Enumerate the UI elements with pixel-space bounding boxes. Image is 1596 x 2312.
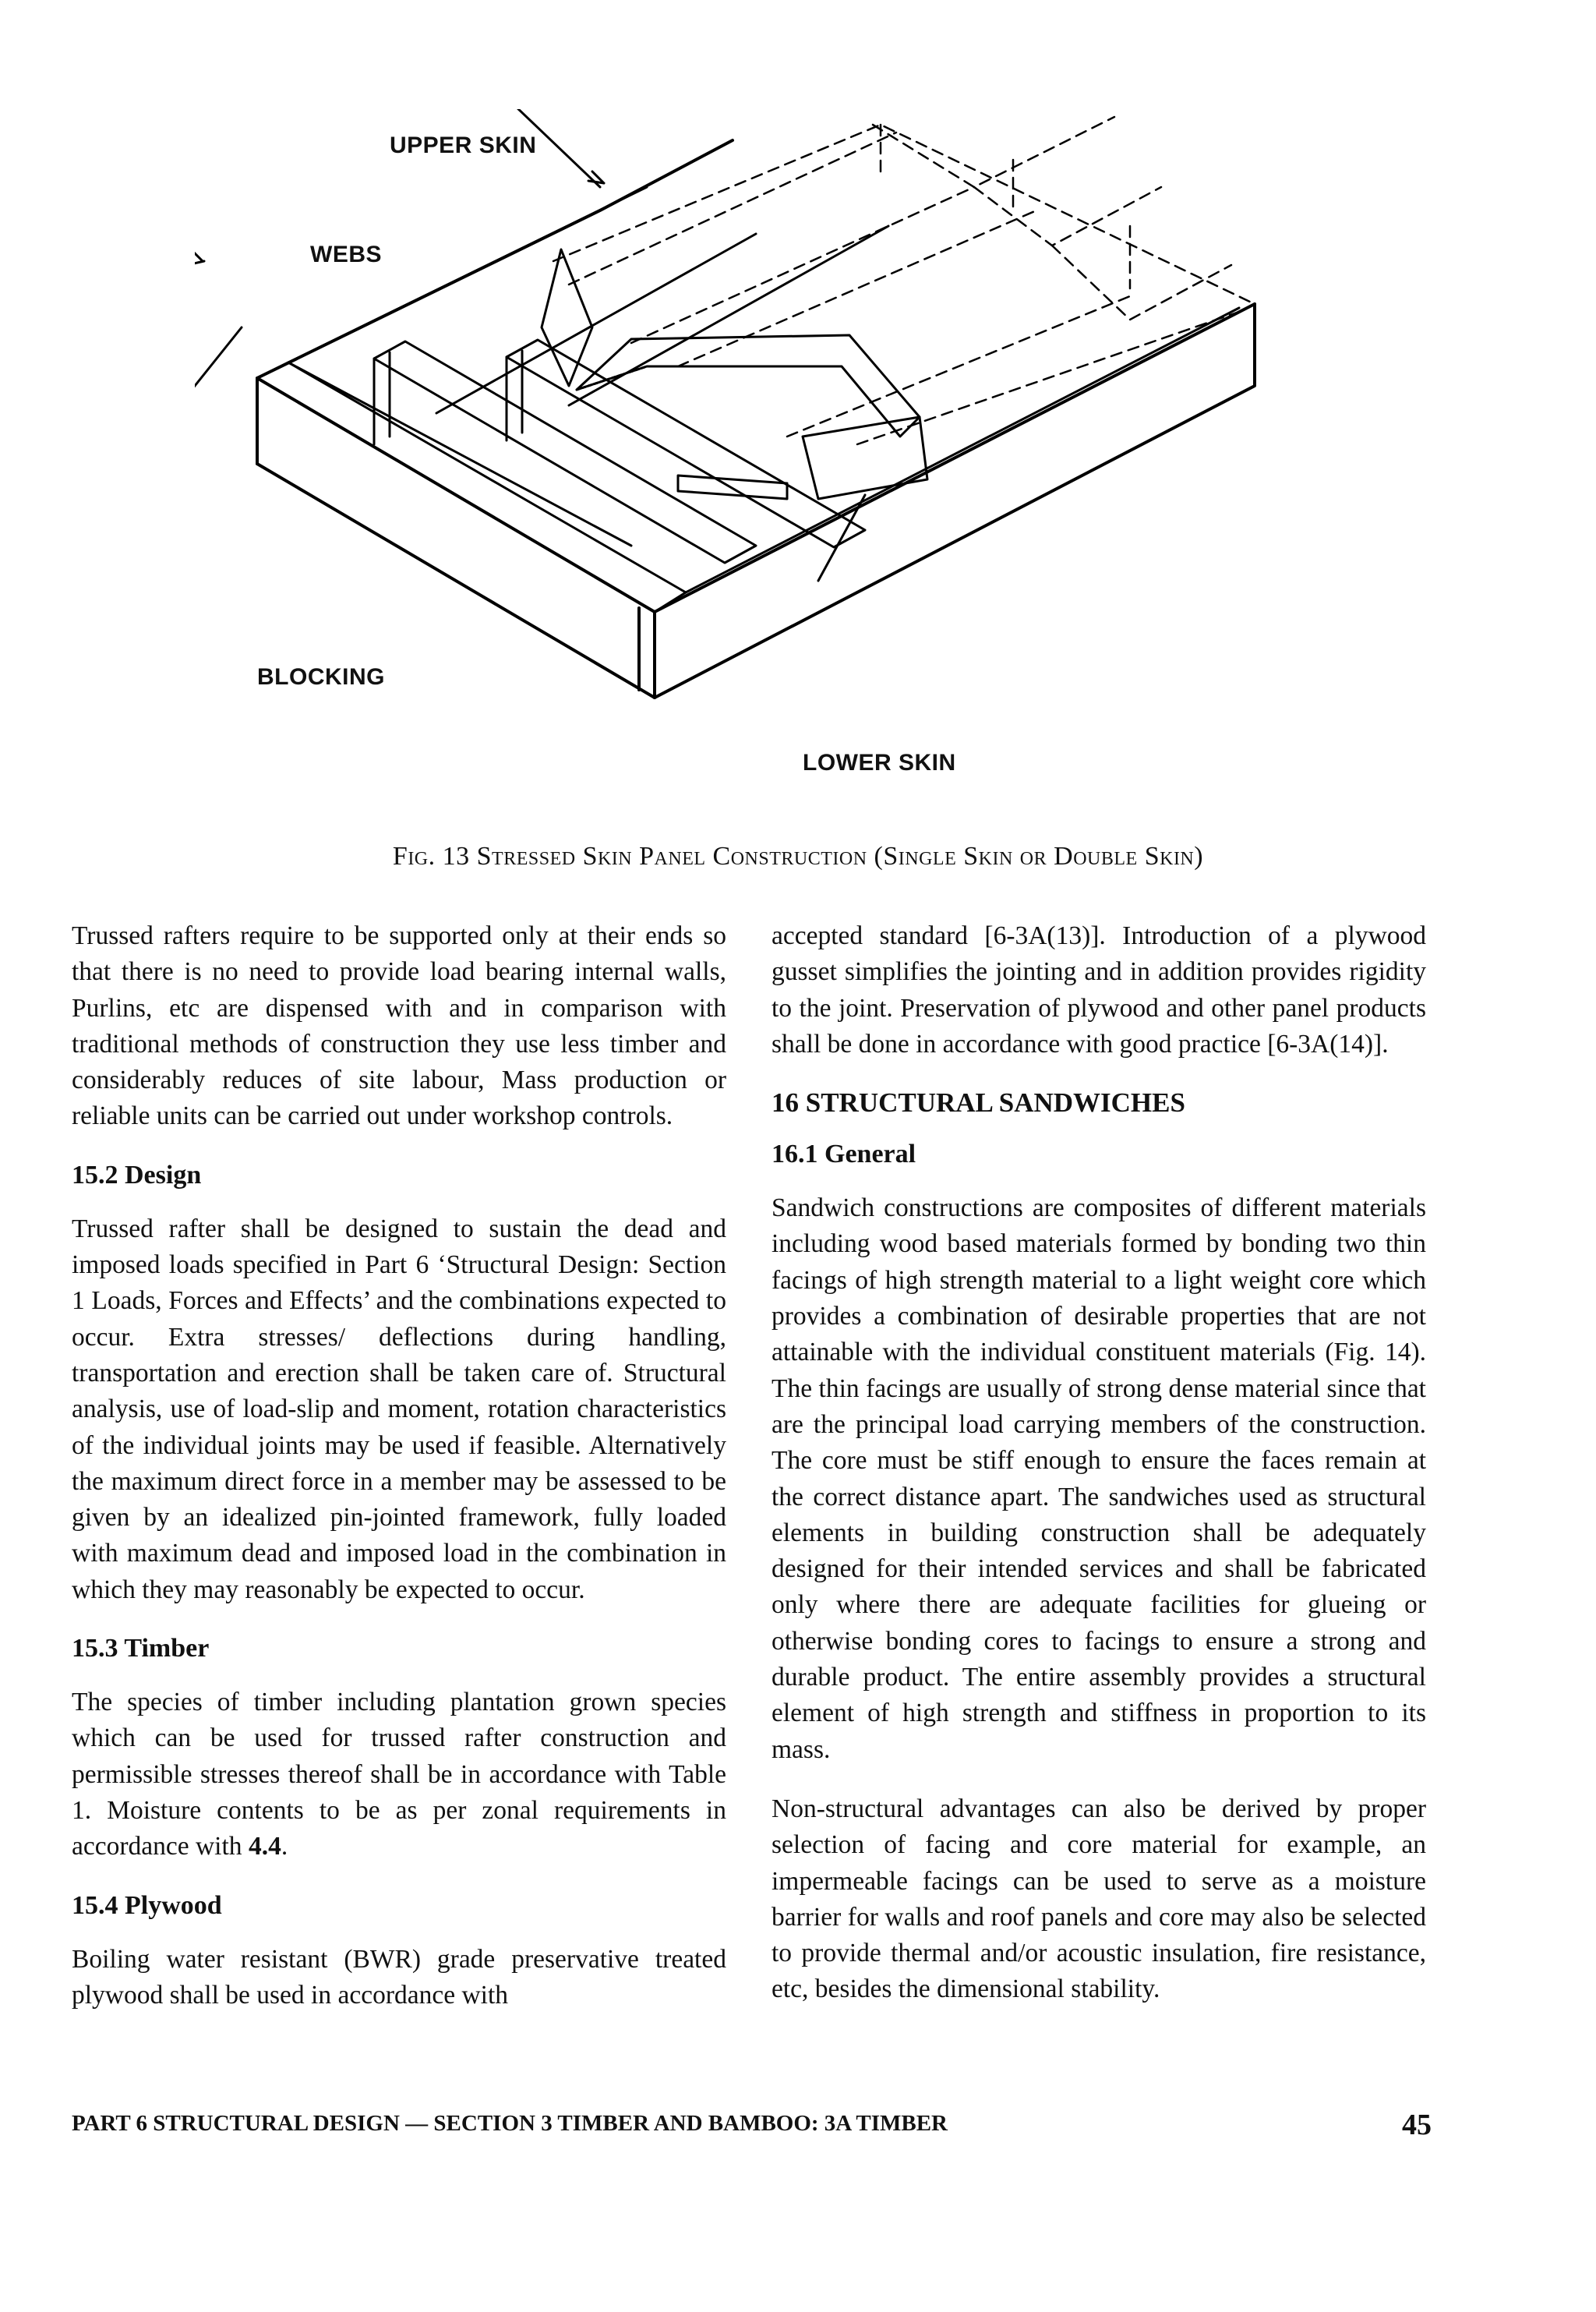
sandwich-paragraph: Sandwich constructions are composites of different materials including wood based materials formed by bonding two thin facings of high strength material to a light weight core which provides a combination of desirable properties that are not attainable with the individual constituent materials (Fig. 14). The thin facings are usually of strong dense material since that are the principal load carrying members of the construction. The core must be stiff enough to ensure the faces remain at the correct distance apart. The sandwiches used as structural elements in building construction shall be adequately designed for their intended services and shall be fabricated only where there are adequate facilities for glueing or otherwise bonding cores to facings to ensure a strong and durable product. The entire assembly provides a structural element of high strength and stiffness in proportion to its mass. xyxy=(772,1193,1426,1764)
page-footer xyxy=(72,2109,1432,2141)
heading-15-3-timber: 15.3 Timber xyxy=(72,1634,210,1663)
blocking-label: BLOCKING xyxy=(257,664,385,690)
webs xyxy=(542,249,927,499)
heading-16-structural-sandwiches: 16 STRUCTURAL SANDWICHES xyxy=(772,1087,1185,1119)
plywood-paragraph: Boiling water resistant (BWR) grade preservative treated plywood shall be used in accordance with xyxy=(72,1944,726,2010)
webs-label: WEBS xyxy=(310,242,382,267)
timber-paragraph-text: The species of timber including plantation grown species which can be used for trussed rafter construction and permissible stresses thereof shall be in accordance with Table 1. Moisture contents to be as per zonal requirements in accordance with xyxy=(72,1688,726,1861)
right-column xyxy=(772,918,1426,2031)
page-number: 45 xyxy=(1402,2109,1432,2141)
heading-16-1-general: 16.1 General xyxy=(772,1140,916,1169)
panel-drawing xyxy=(195,109,1301,803)
timber-paragraph xyxy=(72,1685,726,1865)
heading-15-4-plywood: 15.4 Plywood xyxy=(72,1890,222,1920)
design-paragraph: Trussed rafter shall be designed to sustain the dead and imposed loads specified in Part 6 ‘Structural Design: Section 1 Loads, Forces and Effects’ and the combinations expected to occur. Extra stresses/ deflections during handling, transportation and erection shall be taken care of. Structural analysis, use of load-slip and moment, rotation characteristics of the individual joints may be used if feasible. Alternatively the maximum direct force in a member may be assessed to be given by an idealized pin-jointed framework, fully loaded with maximum dead and imposed load in the combination in which they may reasonably be expected to occur. xyxy=(72,1214,726,1604)
frame-top-edges xyxy=(257,187,1239,612)
figure-caption: Fig. 13 Stressed Skin Panel Construction (Single Skin or Double Skin) xyxy=(392,842,1204,871)
upper-skin-label: UPPER SKIN xyxy=(390,133,537,158)
plywood-continued-paragraph: accepted standard [6-3A(13)]. Introduction of a plywood gusset simplifies the jointing and in addition provides rigidity to the joint. Preservation of plywood and other panel products shall be done in accordance with good practice [6-3A(14)]. xyxy=(772,921,1426,1059)
left-column xyxy=(72,918,726,2037)
heading-15-2-design: 15.2 Design xyxy=(72,1160,202,1190)
clause-reference: 4.4 xyxy=(248,1832,281,1861)
timber-paragraph-end: . xyxy=(281,1832,288,1861)
lower-skin-label: LOWER SKIN xyxy=(803,750,956,776)
upper-skin-dashed xyxy=(553,117,1255,444)
stressed-skin-panel-figure xyxy=(195,109,1301,803)
blocking-members xyxy=(288,226,888,563)
footer-title: PART 6 STRUCTURAL DESIGN — SECTION 3 TIMBER AND BAMBOO: 3A TIMBER xyxy=(72,2111,948,2136)
trussed-rafters-paragraph: Trussed rafters require to be supported only at their ends so that there is no need to provide load bearing internal walls, Purlins, etc are dispensed with and in comparison with traditional methods of construction they use less timber and considerably reduces of site labour, Mass production or reliable units can be carried out under workshop controls. xyxy=(72,921,726,1131)
frame-outline xyxy=(257,140,1255,698)
non-structural-paragraph: Non-structural advantages can also be derived by proper selection of facing and core material for example, an impermeable facings can be used to serve as a moisture barrier for walls and roof panels and core may also be selected to provide thermal and/or acoustic insulation, fire resistance, etc, besides the dimensional stability. xyxy=(772,1794,1426,2004)
